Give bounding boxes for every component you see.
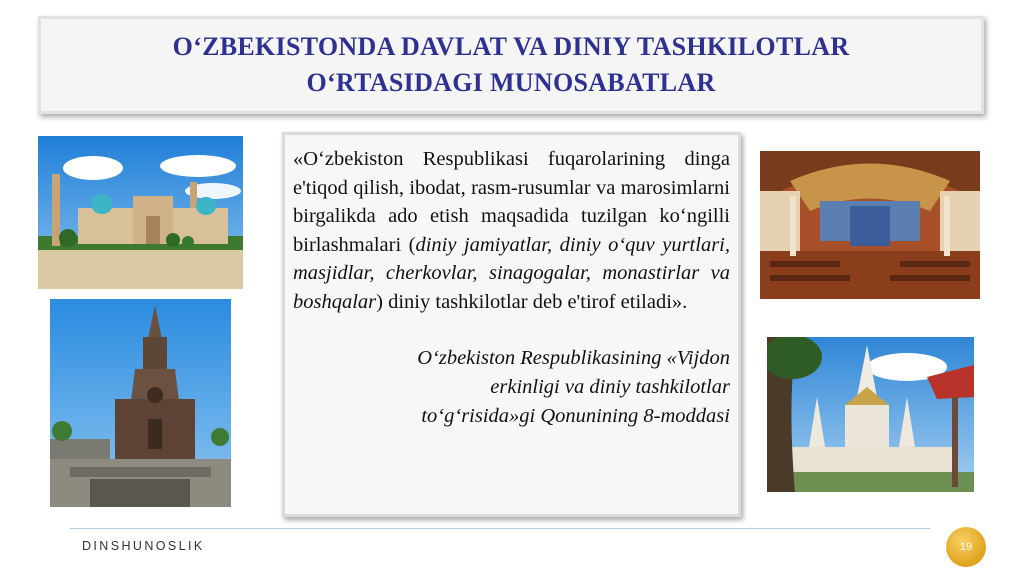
definition-text-box bbox=[282, 132, 741, 517]
mosque-photo bbox=[38, 136, 243, 289]
law-source-line-2: erkinligi va diniy tashkilotlar bbox=[490, 376, 730, 398]
law-source-line-1: O‘zbekiston Respublikasining «Vijdon bbox=[417, 347, 730, 369]
synagogue-interior-photo bbox=[760, 151, 980, 299]
temple-photo bbox=[767, 337, 974, 492]
law-source-line-3: to‘g‘risida»gi Qonunining 8-moddasi bbox=[421, 405, 730, 427]
law-source bbox=[293, 344, 730, 431]
page-number-badge: 19 bbox=[946, 527, 986, 567]
definition-text-part-1: «O‘zbekiston Respublikasi fuqarolarining dinga e'tiqod qilish, ibodat, rasm-rusumlar va marosimlarni birgalikda ado etish maqsadida tuzilgan ko‘ngilli birlashmalari ( bbox=[293, 148, 730, 256]
slide-title-line-1: O‘ZBEKISTONDA DAVLAT VA DINIY TASHKILOTLAR bbox=[172, 32, 850, 61]
cathedral-photo bbox=[50, 299, 231, 507]
footer-divider bbox=[70, 528, 930, 529]
definition-text-part-2: ) diniy tashkilotlar deb e'tirof etiladi». bbox=[376, 290, 688, 313]
slide-title-box bbox=[38, 16, 984, 114]
footer-label: DINSHUNOSLIK bbox=[82, 539, 205, 553]
definition-paragraph bbox=[293, 145, 730, 316]
slide-title-line-2: O‘RTASIDAGI MUNOSABATLAR bbox=[306, 68, 716, 97]
definition-text-italic: diniy jamiyatlar, diniy o‘quv yurtlari, masjidlar, cherkovlar, sinagogalar, monastirlar va boshqalar bbox=[293, 233, 730, 313]
